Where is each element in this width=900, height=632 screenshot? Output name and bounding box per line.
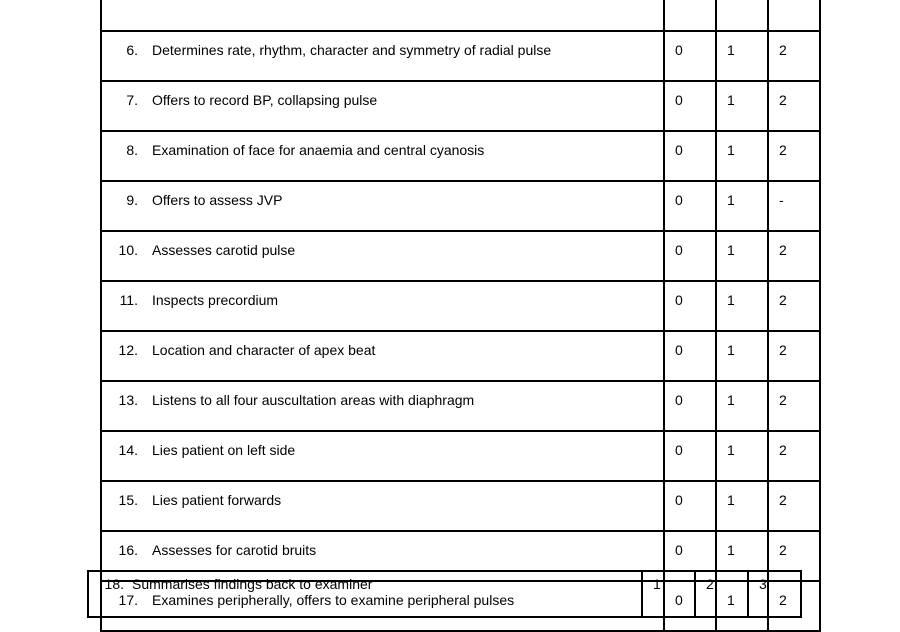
item-description [101,231,664,281]
score-cell: 0 [664,581,716,631]
score-cell: 2 [768,431,820,481]
examination-checklist-table [100,0,821,632]
item-description [101,431,664,481]
table-row [101,431,820,481]
table-row [101,281,820,331]
table-row [101,31,820,81]
item-label: Summarises findings back to examiner [132,576,373,592]
item-number: 14. [118,442,138,458]
score-cell: 0 [664,231,716,281]
item-description [101,31,664,81]
item-description [88,571,642,617]
item-number: 16. [118,542,138,558]
score-cell: 2 [768,281,820,331]
table-row [101,181,820,231]
item-number: 7. [126,92,138,108]
item-number: 15. [118,492,138,508]
score-cell: 0 [664,181,716,231]
score-cell: 1 [716,431,768,481]
summary-table [87,570,802,618]
score-cell: 1 [716,131,768,181]
item-description [101,0,664,31]
item-label: Location and character of apex beat [152,342,376,358]
score-cell: 1 [642,571,695,617]
item-label: Offers to record BP, collapsing pulse [152,92,378,108]
score-cell: 0 [664,481,716,531]
item-number: 18. [104,576,124,592]
table-row [101,481,820,531]
score-cell: 1 [716,581,768,631]
score-cell [768,0,820,31]
table-row [101,231,820,281]
score-cell: 2 [768,481,820,531]
score-cell: 0 [664,431,716,481]
score-cell [664,0,716,31]
score-cell: 3 [748,571,801,617]
item-description [101,281,664,331]
score-cell: 0 [664,331,716,381]
table-row [101,381,820,431]
table-row [101,81,820,131]
item-label: Assesses carotid pulse [152,242,296,258]
score-cell: - [768,181,820,231]
item-label: Assesses for carotid bruits [152,542,317,558]
item-label: Determines rate, rhythm, character and symmetry of radial pulse [152,42,552,58]
score-cell: 1 [716,31,768,81]
item-number: 6. [126,42,138,58]
item-description [101,181,664,231]
score-cell: 1 [716,231,768,281]
score-cell: 0 [664,81,716,131]
score-cell: 2 [768,31,820,81]
item-number: 8. [126,142,138,158]
item-description [101,81,664,131]
item-label: Examines peripherally, offers to examine peripheral pulses [152,592,515,608]
score-cell: 0 [664,381,716,431]
score-cell: 2 [768,331,820,381]
score-cell: 2 [768,581,820,631]
score-cell: 2 [768,381,820,431]
item-number: 9. [126,192,138,208]
score-cell: 0 [664,531,716,581]
item-label: Listens to all four auscultation areas with diaphragm [152,392,475,408]
item-description [101,131,664,181]
score-cell: 2 [768,231,820,281]
item-label: Offers to assess JVP [152,192,283,208]
score-cell: 1 [716,331,768,381]
score-cell: 1 [716,281,768,331]
item-label: Lies patient forwards [152,492,282,508]
table-row [88,571,801,617]
item-label: Inspects precordium [152,292,279,308]
item-description [101,381,664,431]
score-cell: 1 [716,81,768,131]
score-cell: 0 [664,31,716,81]
item-label: Lies patient on left side [152,442,296,458]
item-number: 13. [118,392,138,408]
score-cell: 2 [768,531,820,581]
score-cell: 2 [768,131,820,181]
item-number: 10. [118,242,138,258]
score-cell: 1 [716,531,768,581]
score-cell: 0 [664,131,716,181]
item-description [101,481,664,531]
item-description [101,331,664,381]
item-number: 11. [119,292,138,308]
score-cell: 2 [695,571,748,617]
item-number: 17. [118,592,138,608]
score-cell: 1 [716,381,768,431]
score-cell: 1 [716,181,768,231]
table-row [101,331,820,381]
score-cell: 2 [768,81,820,131]
table-row [101,131,820,181]
table-row [101,0,820,31]
score-cell: 0 [664,281,716,331]
score-cell: 1 [716,481,768,531]
item-label: Examination of face for anaemia and central cyanosis [152,142,485,158]
item-number: 12. [118,342,138,358]
score-cell [716,0,768,31]
